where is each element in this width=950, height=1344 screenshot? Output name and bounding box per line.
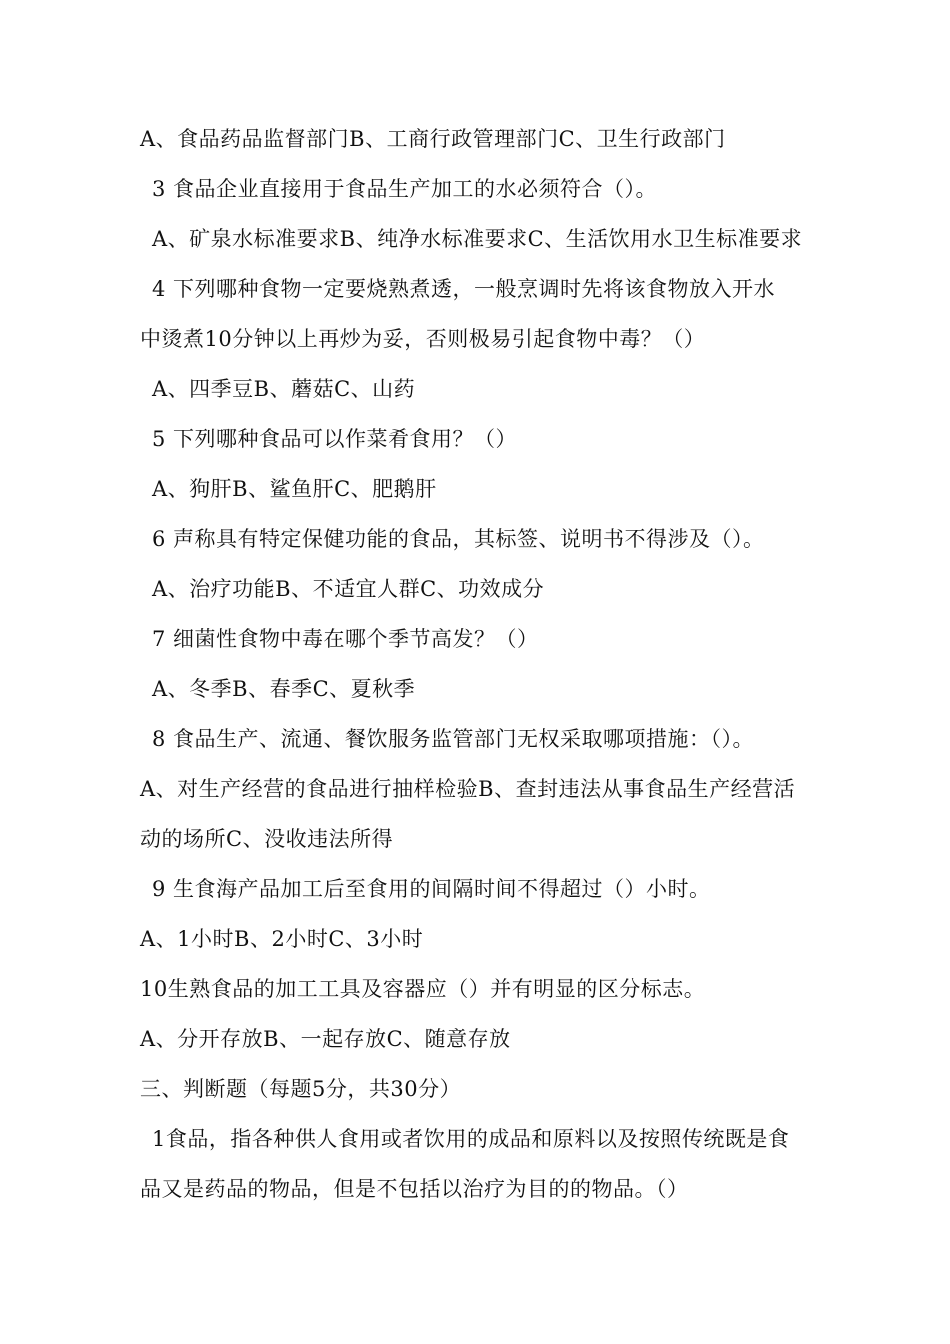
text-line: 1食品，指各种供人食用或者饮用的成品和原料以及按照传统既是食 xyxy=(152,1127,790,1151)
text-line: 5 下列哪种食品可以作菜肴食用？（） xyxy=(152,427,518,451)
text-line: A、1小时B、2小时C、3小时 xyxy=(140,927,424,951)
text-line: 10生熟食品的加工工具及容器应（）并有明显的区分标志。 xyxy=(140,977,706,1001)
text-line: A、治疗功能B、不适宜人群C、功效成分 xyxy=(152,577,545,601)
text-line: 3 食品企业直接用于食品生产加工的水必须符合（）。 xyxy=(152,177,658,201)
text-line: 8 食品生产、流通、餐饮服务监管部门无权采取哪项措施：（）。 xyxy=(152,727,755,751)
text-line: 中烫煮10分钟以上再炒为妥，否则极易引起食物中毒？（） xyxy=(140,327,706,351)
text-line: A、四季豆B、蘑菇C、山药 xyxy=(152,377,416,401)
text-line: A、矿泉水标准要求B、纯净水标准要求C、生活饮用水卫生标准要求 xyxy=(152,227,803,251)
text-line: 动的场所C、没收违法所得 xyxy=(140,827,394,851)
text-line: A、对生产经营的食品进行抽样检验B、查封违法从事食品生产经营活 xyxy=(140,777,796,801)
section-heading: 三、判断题（每题5分，共30分） xyxy=(140,1077,462,1101)
text-line: 7 细菌性食物中毒在哪个季节高发？（） xyxy=(152,627,539,651)
text-line: A、食品药品监督部门B、工商行政管理部门C、卫生行政部门 xyxy=(140,127,726,151)
text-line: A、狗肝B、鲨鱼肝C、肥鹅肝 xyxy=(152,477,437,501)
text-line: A、冬季B、春季C、夏秋季 xyxy=(152,677,416,701)
text-line: 4 下列哪种食物一定要烧熟煮透，一般烹调时先将该食物放入开水 xyxy=(152,277,776,301)
text-line: 品又是药品的物品，但是不包括以治疗为目的的物品。（） xyxy=(140,1177,689,1201)
text-line: 6 声称具有特定保健功能的食品，其标签、说明书不得涉及（）。 xyxy=(152,527,765,551)
text-line: 9 生食海产品加工后至食用的间隔时间不得超过（）小时。 xyxy=(152,877,711,901)
text-line: A、分开存放B、一起存放C、随意存放 xyxy=(140,1027,511,1051)
